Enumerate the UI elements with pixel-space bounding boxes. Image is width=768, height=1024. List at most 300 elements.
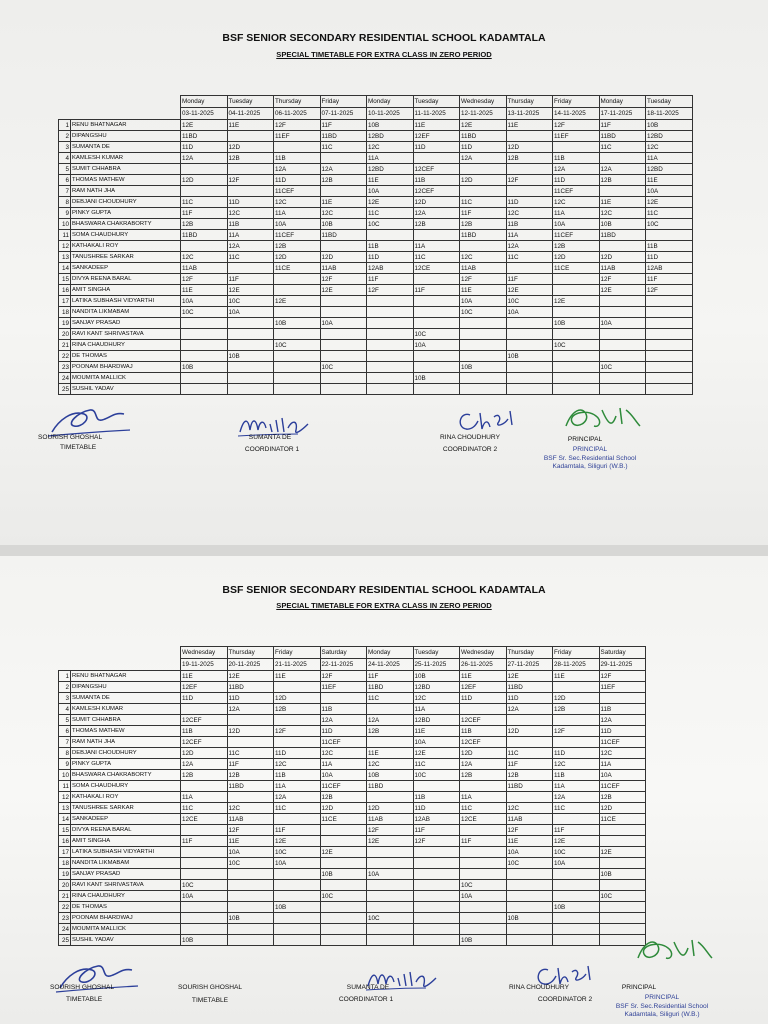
class-cell [274,913,321,924]
class-cell [413,847,460,858]
class-cell: 12BD [367,131,414,142]
class-cell: 12A [553,792,600,803]
class-cell [646,329,693,340]
class-cell [646,318,693,329]
class-cell: 10C [227,296,274,307]
class-cell [460,329,507,340]
day-header: Thursday [227,647,274,659]
class-cell: 12D [227,142,274,153]
class-cell: 12A [227,704,274,715]
class-cell: 12D [181,175,228,186]
class-cell [460,351,507,362]
class-cell: 11E [460,671,507,682]
table-row [59,693,646,704]
class-cell: 11D [227,197,274,208]
day-header: Monday [367,647,414,659]
class-cell: 12BD [413,682,460,693]
teacher-name: SUMANTA DE [71,142,181,153]
class-cell [413,318,460,329]
class-cell: 11E [413,726,460,737]
teacher-name: PINKY GUPTA [71,208,181,219]
class-cell [599,153,646,164]
day-header: Tuesday [413,647,460,659]
class-cell: 12B [599,175,646,186]
class-cell: 10B [506,913,553,924]
class-cell [599,825,646,836]
table-row [59,274,693,285]
class-cell [506,935,553,946]
table-row [59,362,693,373]
class-cell: 11CEF [320,781,367,792]
class-cell: 10B [274,902,321,913]
class-cell: 11BD [367,781,414,792]
class-cell: 12B [227,153,274,164]
class-cell: 12F [646,285,693,296]
table-row [59,671,646,682]
class-cell [553,285,600,296]
class-cell [460,825,507,836]
class-cell: 10B [367,770,414,781]
class-cell: 11F [367,671,414,682]
class-cell [553,715,600,726]
class-cell: 11E [181,285,228,296]
signature-principal [556,400,646,440]
teacher-name: SOMA CHAUDHURY [71,781,181,792]
teacher-name: LATIKA SUBHASH VIDYARTHI [71,296,181,307]
class-cell: 10A [460,296,507,307]
class-cell: 11CE [320,814,367,825]
table-row [59,186,693,197]
class-cell: 12CE [413,263,460,274]
class-cell [553,373,600,384]
class-cell: 11C [599,142,646,153]
class-cell: 12D [320,803,367,814]
table-row [59,351,693,362]
teacher-name: NANDITA LIKMABAM [71,858,181,869]
class-cell: 12C [274,759,321,770]
class-cell: 11C [413,759,460,770]
table-row [59,891,646,902]
class-cell: 12E [460,120,507,131]
signatory-name: PRINCIPAL [621,984,657,991]
day-header: Tuesday [227,96,274,108]
date-header: 22-11-2025 [320,659,367,671]
class-cell: 11C [506,252,553,263]
class-cell: 11CEF [599,737,646,748]
class-cell: 12A [181,153,228,164]
class-cell [506,792,553,803]
class-cell: 12B [274,241,321,252]
class-cell [413,351,460,362]
class-cell [227,902,274,913]
class-cell: 11D [227,693,274,704]
class-cell: 11D [460,142,507,153]
class-cell [320,836,367,847]
signatory-role: COORDINATOR 1 [244,446,300,453]
class-cell [553,880,600,891]
class-cell: 12E [506,285,553,296]
class-cell: 10C [274,847,321,858]
class-cell: 11D [599,726,646,737]
class-cell [460,164,507,175]
class-cell: 11F [274,825,321,836]
table-row [59,803,646,814]
class-cell: 12F [599,671,646,682]
table-row [59,715,646,726]
class-cell: 12E [646,197,693,208]
table-row [59,384,693,395]
class-cell: 11C [367,208,414,219]
class-cell [227,329,274,340]
day-header: Monday [367,96,414,108]
class-cell: 12C [599,748,646,759]
row-number: 15 [59,274,71,285]
class-cell [181,329,228,340]
date-header: 19-11-2025 [181,659,228,671]
class-cell: 11AB [367,814,414,825]
teacher-name: SUSHIL YADAV [71,935,181,946]
class-cell: 10A [367,869,414,880]
day-header: Tuesday [646,96,693,108]
class-cell [320,858,367,869]
date-header: 27-11-2025 [506,659,553,671]
table-row [59,836,646,847]
class-cell: 11D [181,142,228,153]
signatory-name: SOURISH GHOSHAL [38,434,103,441]
class-cell: 12C [506,803,553,814]
row-number: 12 [59,241,71,252]
table-row [59,307,693,318]
class-cell: 12F [274,120,321,131]
class-cell: 12E [274,296,321,307]
signatory-name: RINA CHOUDHURY [440,434,500,441]
class-cell: 12EF [460,682,507,693]
class-cell: 11BD [320,131,367,142]
class-cell [367,373,414,384]
class-cell: 11B [227,219,274,230]
table-row [59,175,693,186]
signatory-name: SOURISH GHOSHAL [50,984,115,991]
class-cell [367,792,414,803]
class-cell [181,924,228,935]
class-cell: 10A [181,296,228,307]
class-cell: 12E [599,847,646,858]
class-cell: 10A [646,186,693,197]
class-cell: 10C [367,913,414,924]
class-cell: 12D [506,726,553,737]
class-cell: 12A [320,164,367,175]
class-cell [274,142,321,153]
class-cell: 10A [413,340,460,351]
class-cell: 12BD [646,131,693,142]
teacher-name: DE THOMAS [71,902,181,913]
row-number: 24 [59,924,71,935]
class-cell [413,153,460,164]
date-header: 03-11-2025 [181,108,228,120]
class-cell [320,924,367,935]
class-cell [367,340,414,351]
table-row [59,825,646,836]
class-cell: 12C [274,197,321,208]
class-cell [320,373,367,384]
row-number: 17 [59,847,71,858]
class-cell [274,682,321,693]
class-cell: 12BD [413,715,460,726]
class-cell [646,307,693,318]
header-days-row [59,96,693,108]
class-cell [553,329,600,340]
table-row [59,296,693,307]
teacher-name: RINA CHAUDHURY [71,891,181,902]
class-cell: 11B [274,770,321,781]
signatory-name: RINA CHOUDHURY [509,984,569,991]
row-number: 21 [59,340,71,351]
class-cell: 10C [599,891,646,902]
class-cell [367,296,414,307]
teacher-name: KATHAKALI ROY [71,241,181,252]
timetable-table [58,646,646,946]
class-cell: 11E [367,175,414,186]
row-number: 21 [59,891,71,902]
teacher-name: DIPANGSHU [71,131,181,142]
class-cell [553,737,600,748]
class-cell: 11C [227,252,274,263]
class-cell: 11D [460,693,507,704]
class-cell: 10B [599,219,646,230]
class-cell: 12E [227,285,274,296]
class-cell: 12D [553,252,600,263]
class-cell: 12EF [413,131,460,142]
header-corner [59,96,181,108]
teacher-name: DE THOMAS [71,351,181,362]
class-cell [506,737,553,748]
class-cell: 10A [181,891,228,902]
class-cell: 12C [506,208,553,219]
class-cell: 10B [320,869,367,880]
class-cell [413,307,460,318]
class-cell: 12B [274,704,321,715]
class-cell: 11D [274,175,321,186]
class-cell [553,814,600,825]
class-cell [274,924,321,935]
class-cell [506,362,553,373]
class-cell [320,913,367,924]
class-cell: 11BD [599,131,646,142]
class-cell: 11A [181,792,228,803]
class-cell [320,693,367,704]
date-header: 06-11-2025 [274,108,321,120]
class-cell: 12D [181,748,228,759]
day-header: Thursday [506,647,553,659]
class-cell: 11BD [320,230,367,241]
class-cell: 12C [367,142,414,153]
class-cell: 10B [460,362,507,373]
class-cell [506,340,553,351]
teacher-name: DIVYA REENA BARAL [71,825,181,836]
class-cell: 10C [646,219,693,230]
row-number: 7 [59,737,71,748]
class-cell [320,296,367,307]
class-cell [413,274,460,285]
class-cell [599,351,646,362]
principal-stamp: PRINCIPAL BSF Sr. Sec.Residential School Kadamtala, Siliguri (W.B.) [543,446,637,470]
table-row [59,252,693,263]
date-header: 14-11-2025 [553,108,600,120]
class-cell: 12C [599,208,646,219]
class-cell [506,891,553,902]
table-row [59,230,693,241]
class-cell: 11E [460,285,507,296]
class-cell: 10A [274,858,321,869]
class-cell: 10B [506,351,553,362]
class-cell: 11D [320,726,367,737]
class-cell: 10A [599,770,646,781]
row-number: 23 [59,913,71,924]
class-cell: 11AB [320,263,367,274]
class-cell: 11F [599,120,646,131]
class-cell [227,384,274,395]
row-number: 5 [59,715,71,726]
class-cell [181,340,228,351]
class-cell [274,351,321,362]
table-row [59,219,693,230]
class-cell: 12A [320,715,367,726]
row-number: 22 [59,351,71,362]
class-cell: 11B [553,153,600,164]
class-cell [646,230,693,241]
class-cell: 11B [413,792,460,803]
class-cell [274,384,321,395]
row-number: 1 [59,120,71,131]
class-cell: 11A [274,208,321,219]
date-header: 07-11-2025 [320,108,367,120]
class-cell [553,913,600,924]
class-cell: 12E [227,671,274,682]
class-cell: 10B [553,902,600,913]
class-cell [460,847,507,858]
class-cell [181,869,228,880]
class-cell: 10A [553,858,600,869]
table-row [59,164,693,175]
class-cell: 11B [274,153,321,164]
date-header: 26-11-2025 [460,659,507,671]
signatory-role: COORDINATOR 2 [442,446,498,453]
class-cell [646,296,693,307]
class-cell [320,307,367,318]
row-number: 24 [59,373,71,384]
class-cell: 11D [367,252,414,263]
row-number: 4 [59,153,71,164]
class-cell: 11E [367,748,414,759]
class-cell [367,351,414,362]
class-cell: 10B [181,362,228,373]
class-cell: 12E [553,836,600,847]
row-number: 19 [59,869,71,880]
class-cell [227,737,274,748]
row-number: 13 [59,252,71,263]
row-number: 6 [59,726,71,737]
class-cell: 10A [553,219,600,230]
signatory-role: TIMETABLE [191,997,229,1004]
class-cell: 11F [460,836,507,847]
class-cell [506,715,553,726]
class-cell: 10C [181,880,228,891]
class-cell [320,384,367,395]
class-cell [599,329,646,340]
class-cell [274,307,321,318]
class-cell: 11CEF [599,781,646,792]
class-cell: 11AB [460,263,507,274]
teacher-name: SANKADEEP [71,814,181,825]
header-days-row [59,647,646,659]
class-cell: 12E [599,285,646,296]
teacher-name: SOMA CHAUDHURY [71,230,181,241]
class-cell: 11D [413,803,460,814]
class-cell: 12E [553,296,600,307]
class-cell: 11C [227,748,274,759]
class-cell [367,362,414,373]
class-cell: 12B [553,704,600,715]
class-cell [274,935,321,946]
teacher-name: TANUSHREE SARKAR [71,252,181,263]
class-cell: 12D [227,726,274,737]
row-number: 3 [59,693,71,704]
class-cell: 11BD [181,230,228,241]
date-header: 29-11-2025 [599,659,646,671]
class-cell [599,340,646,351]
class-cell [599,913,646,924]
class-cell: 11BD [367,682,414,693]
class-cell [413,230,460,241]
class-cell [274,362,321,373]
class-cell [367,858,414,869]
teacher-name: PINKY GUPTA [71,759,181,770]
class-cell: 11CEF [553,230,600,241]
class-cell: 11BD [506,781,553,792]
class-cell: 11D [506,693,553,704]
class-cell: 11BD [506,682,553,693]
table-row [59,682,646,693]
class-cell: 11EF [553,131,600,142]
class-cell: 10C [506,296,553,307]
class-cell: 10C [181,307,228,318]
class-cell [367,307,414,318]
date-header: 10-11-2025 [367,108,414,120]
teacher-name: THOMAS MATHEW [71,726,181,737]
class-cell [646,384,693,395]
timetable-subtitle: SPECIAL TIMETABLE FOR EXTRA CLASS IN ZERO PERIOD [276,601,492,610]
class-cell: 11F [181,208,228,219]
table-row [59,781,646,792]
row-number: 9 [59,208,71,219]
class-cell: 10A [599,318,646,329]
class-cell: 11C [181,803,228,814]
class-cell: 11D [413,142,460,153]
teacher-name: RAVI KANT SHRIVASTAVA [71,329,181,340]
class-cell: 10A [320,770,367,781]
day-header: Saturday [599,647,646,659]
teacher-name: MOUMITA MALLICK [71,373,181,384]
class-cell: 10C [367,219,414,230]
class-cell: 11A [599,759,646,770]
class-cell: 12B [367,726,414,737]
class-cell: 12A [460,759,507,770]
class-cell: 12B [181,770,228,781]
table-row [59,120,693,131]
class-cell: 12E [413,748,460,759]
class-cell: 11E [646,175,693,186]
row-number: 16 [59,285,71,296]
